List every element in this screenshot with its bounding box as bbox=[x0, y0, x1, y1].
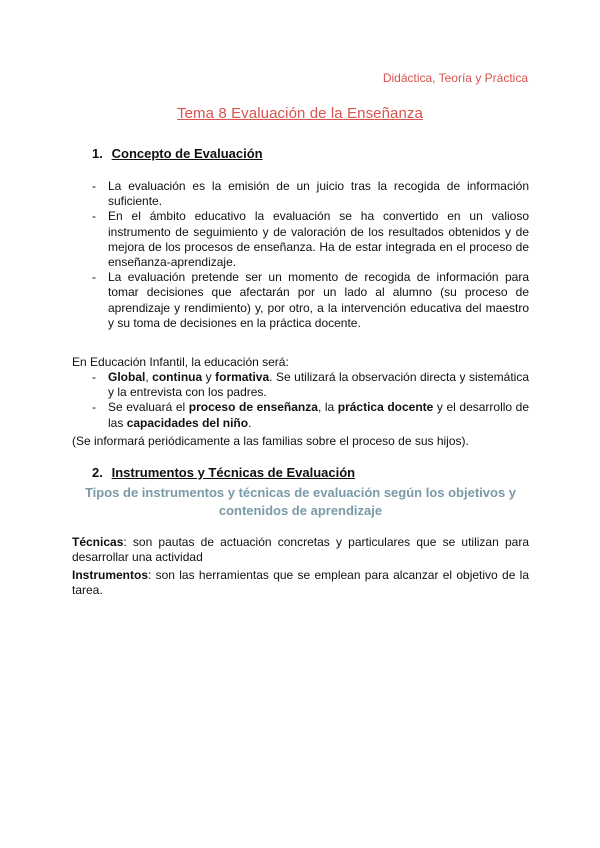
section-1-title: Concepto de Evaluación bbox=[111, 146, 263, 161]
bold-capacidades: capacidades del niño bbox=[126, 415, 249, 430]
section-2-subtitle: Tipos de instrumentos y técnicas de evaluación según los objetivos y contenidos de aprendizaje bbox=[84, 485, 517, 518]
section-2-heading bbox=[92, 465, 355, 480]
instrumentos-label: Instrumentos bbox=[72, 568, 149, 582]
bold-continua: continua bbox=[152, 370, 203, 384]
bold-practica: práctica docente bbox=[337, 400, 434, 415]
bold-proceso: proceso de enseñanza bbox=[188, 400, 318, 415]
page-title: Tema 8 Evaluación de la Enseñanza bbox=[177, 105, 423, 122]
course-header: Didáctica, Teoría y Práctica bbox=[382, 71, 528, 85]
infantil-intro: En Educación Infantil, la educación será: bbox=[72, 355, 289, 369]
list-item: - Se evaluará el proceso de enseñanza, la práctica docente y el desarrollo de las capacidades del niño. bbox=[92, 400, 529, 430]
section-1-heading bbox=[92, 146, 263, 161]
section-1-number: 1. bbox=[92, 146, 103, 161]
section-2-number: 2. bbox=[92, 465, 103, 480]
tecnicas-label: Técnicas bbox=[72, 535, 124, 549]
instrumentos-definition: Instrumentos: son las herramientas que se emplean para alcanzar el objetivo de la tarea. bbox=[72, 568, 529, 598]
list-item: - La evaluación es la emisión de un juicio tras la recogida de información suficiente. bbox=[92, 179, 529, 209]
infantil-list bbox=[92, 370, 529, 431]
tecnicas-definition: Técnicas: son pautas de actuación concretas y particulares que se utilizan para desarrollar una actividad bbox=[72, 535, 529, 565]
list-item: - La evaluación pretende ser un momento de recogida de información para tomar decisiones que afectarán por un lado al alumno (su proceso de aprendizaje y rendimiento) y, por otro, a la intervención educativa del maestro y su toma de decisiones en la práctica docente. bbox=[92, 270, 529, 331]
bold-global: Global bbox=[108, 370, 146, 384]
list-item: - En el ámbito educativo la evaluación se ha convertido en un valioso instrumento de seguimiento y de valoración de los resultados obtenidos y de mejora de los procesos de enseñanza. Ha de estar integrada en el proceso de enseñanza-aprendizaje. bbox=[92, 209, 529, 270]
section-2-title: Instrumentos y Técnicas de Evaluación bbox=[111, 465, 356, 480]
families-note: (Se informará periódicamente a las familias sobre el proceso de sus hijos). bbox=[72, 434, 469, 448]
list-item: - Global, continua y formativa. Se utilizará la observación directa y sistemática y la entrevista con los padres. bbox=[92, 370, 529, 400]
concept-list bbox=[92, 179, 529, 331]
bold-formativa: formativa bbox=[215, 370, 270, 384]
